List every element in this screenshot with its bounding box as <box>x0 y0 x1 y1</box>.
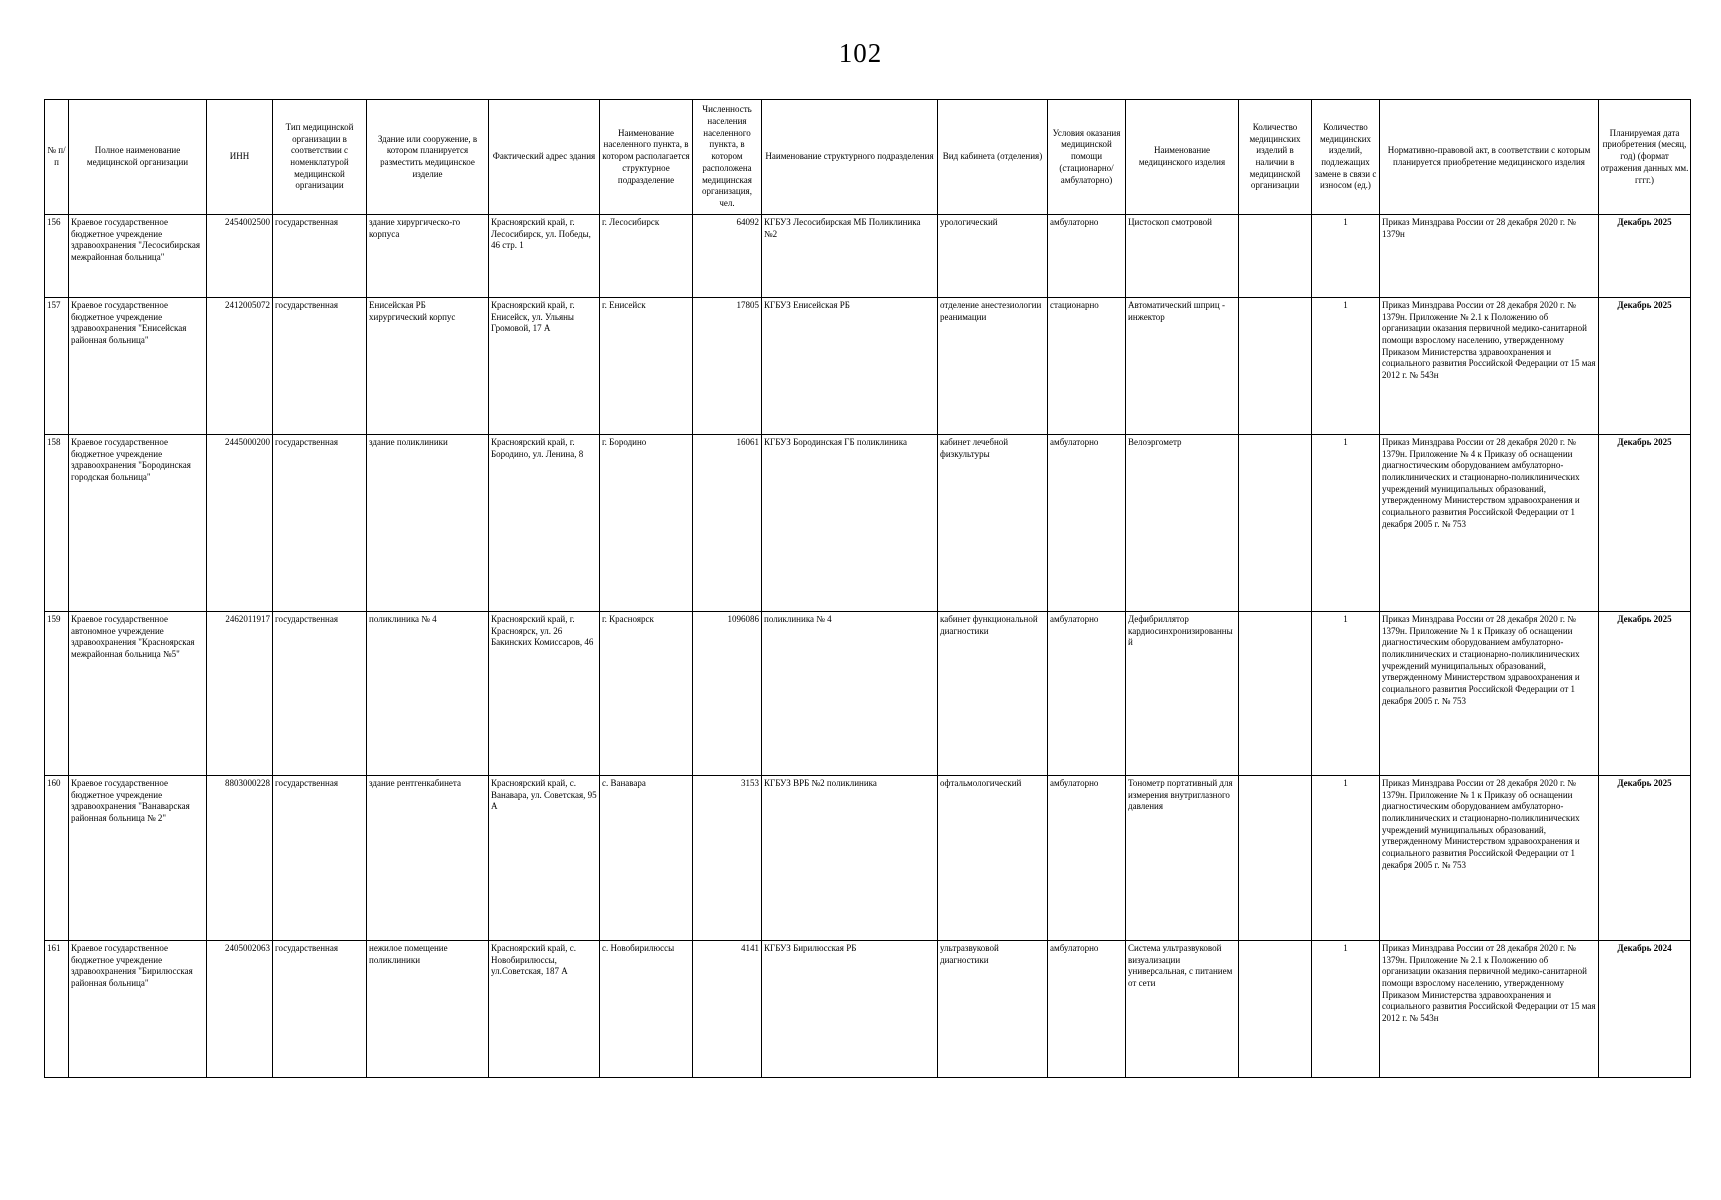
cell-device: Автоматический шприц - инжектор <box>1126 298 1239 435</box>
table-header-row <box>45 100 1691 215</box>
cell-cabinet: офтальмологический <box>938 776 1048 941</box>
cell-building: Енисейская РБ хирургический корпус <box>367 298 489 435</box>
cell-population: 4141 <box>693 941 762 1078</box>
cell-address: Красноярский край, г. Бородино, ул. Ленина, 8 <box>489 435 600 612</box>
cell-num: 160 <box>45 776 69 941</box>
cell-cabinet: ультразвуковой диагностики <box>938 941 1048 1078</box>
cell-act: Приказ Минздрава России от 28 декабря 2020 г. № 1379н. Приложение № 4 к Приказу об оснащении диагностическим оборудованием амбулаторно-поликлинических и стационарно-поликлинических учреждений муниципальных образований, утвержденному Министерством здравоохранения и социального развития Российской Федерации от 1 декабря 2005 г. № 753 <box>1380 435 1599 612</box>
cell-type: государственная <box>273 298 367 435</box>
cell-type: государственная <box>273 435 367 612</box>
cell-cabinet: отделение анестезиологии реанимации <box>938 298 1048 435</box>
cell-act: Приказ Минздрава России от 28 декабря 2020 г. № 1379н. Приложение № 1 к Приказу об оснащении диагностическим оборудованием амбулаторно-поликлинических и стационарно-поликлинических учреждений муниципальных образований, утвержденному Министерством здравоохранения и социального развития Российской Федерации от 1 декабря 2005 г. № 753 <box>1380 612 1599 776</box>
cell-act: Приказ Минздрава России от 28 декабря 2020 г. № 1379н. Приложение № 1 к Приказу об оснащении диагностическим оборудованием амбулаторно-поликлинических и стационарно-поликлинических учреждений муниципальных образований, утвержденному Министерством здравоохранения и социального развития Российской Федерации от 1 декабря 2005 г. № 753 <box>1380 776 1599 941</box>
cell-inn: 2405002063 <box>207 941 273 1078</box>
header-building: Здание или сооружение, в котором планируется разместить медицинское изделие <box>367 100 489 215</box>
cell-num: 159 <box>45 612 69 776</box>
cell-locality: с. Новобирилюссы <box>600 941 693 1078</box>
header-cabinet: Вид кабинета (отделения) <box>938 100 1048 215</box>
cell-address: Красноярский край, с. Ванавара, ул. Советская, 95 А <box>489 776 600 941</box>
header-date: Планируемая дата приобретения (месяц, год) (формат отражения данных мм. гггг.) <box>1599 100 1691 215</box>
header-inn: ИНН <box>207 100 273 215</box>
cell-population: 16061 <box>693 435 762 612</box>
cell-org: Краевое государственное бюджетное учреждение здравоохранения "Лесосибирская межрайонная больница" <box>69 215 207 298</box>
cell-act: Приказ Минздрава России от 28 декабря 2020 г. № 1379н. Приложение № 2.1 к Положению об организации оказания первичной медико-санитарной помощи взрослому населению, утвержденному Приказом Министерства здравоохранения и социального развития Российской Федерации от 15 мая 2012 г. № 543н <box>1380 298 1599 435</box>
cell-locality: г. Енисейск <box>600 298 693 435</box>
cell-population: 1096086 <box>693 612 762 776</box>
equipment-table <box>44 99 1691 1078</box>
cell-unit: КГБУЗ Енисейская РБ <box>762 298 938 435</box>
cell-cabinet: кабинет лечебной физкультуры <box>938 435 1048 612</box>
cell-unit: поликлиника № 4 <box>762 612 938 776</box>
cell-type: государственная <box>273 612 367 776</box>
cell-org: Краевое государственное автономное учреждение здравоохранения "Красноярская межрайонная больница №5" <box>69 612 207 776</box>
cell-inn: 8803000228 <box>207 776 273 941</box>
cell-available <box>1239 298 1312 435</box>
cell-device: Система ультразвуковой визуализации универсальная, с питанием от сети <box>1126 941 1239 1078</box>
header-act: Нормативно-правовой акт, в соответствии с которым планируется приобретение медицинского изделия <box>1380 100 1599 215</box>
cell-cabinet: кабинет функциональной диагностики <box>938 612 1048 776</box>
table-row <box>45 776 1691 941</box>
cell-date: Декабрь 2025 <box>1599 435 1691 612</box>
cell-available <box>1239 941 1312 1078</box>
cell-unit: КГБУЗ Бирилюсская РБ <box>762 941 938 1078</box>
header-num: № п/п <box>45 100 69 215</box>
cell-address: Красноярский край, г. Красноярск, ул. 26 Бакинских Комиссаров, 46 <box>489 612 600 776</box>
cell-unit: КГБУЗ Лесосибирская МБ Поликлиника №2 <box>762 215 938 298</box>
header-conditions: Условия оказания медицинской помощи (стационарно/ амбулаторно) <box>1048 100 1126 215</box>
cell-device: Тонометр портативный для измерения внутриглазного давления <box>1126 776 1239 941</box>
table-row <box>45 941 1691 1078</box>
cell-act: Приказ Минздрава России от 28 декабря 2020 г. № 1379н. Приложение № 2.1 к Положению об организации оказания первичной медико-санитарной помощи взрослому населению, утвержденному Приказом Министерства здравоохранения и социального развития Российской Федерации от 15 мая 2012 г. № 543н <box>1380 941 1599 1078</box>
cell-locality: г. Красноярск <box>600 612 693 776</box>
cell-act: Приказ Минздрава России от 28 декабря 2020 г. № 1379н <box>1380 215 1599 298</box>
cell-type: государственная <box>273 776 367 941</box>
cell-address: Красноярский край, г. Енисейск, ул. Ульяны Громовой, 17 А <box>489 298 600 435</box>
cell-inn: 2412005072 <box>207 298 273 435</box>
cell-replace: 1 <box>1312 776 1380 941</box>
cell-device: Дефибриллятор кардиосинхронизированный <box>1126 612 1239 776</box>
cell-inn: 2445000200 <box>207 435 273 612</box>
cell-population: 17805 <box>693 298 762 435</box>
header-address: Фактический адрес здания <box>489 100 600 215</box>
cell-org: Краевое государственное бюджетное учреждение здравоохранения "Енисейская районная больница" <box>69 298 207 435</box>
cell-org: Краевое государственное бюджетное учреждение здравоохранения "Бородинская городская больница" <box>69 435 207 612</box>
cell-cabinet: урологический <box>938 215 1048 298</box>
cell-available <box>1239 215 1312 298</box>
header-org: Полное наименование медицинской организации <box>69 100 207 215</box>
cell-replace: 1 <box>1312 941 1380 1078</box>
cell-date: Декабрь 2025 <box>1599 612 1691 776</box>
cell-replace: 1 <box>1312 298 1380 435</box>
cell-replace: 1 <box>1312 215 1380 298</box>
cell-inn: 2462011917 <box>207 612 273 776</box>
cell-date: Декабрь 2025 <box>1599 215 1691 298</box>
cell-building: нежилое помещение поликлиники <box>367 941 489 1078</box>
cell-available <box>1239 435 1312 612</box>
cell-conditions: амбулаторно <box>1048 215 1126 298</box>
cell-replace: 1 <box>1312 435 1380 612</box>
cell-inn: 2454002500 <box>207 215 273 298</box>
header-type: Тип медицинской организации в соответствии с номенклатурой медицинской организации <box>273 100 367 215</box>
cell-num: 157 <box>45 298 69 435</box>
cell-address: Красноярский край, г. Лесосибирск, ул. Победы, 46 стр. 1 <box>489 215 600 298</box>
table-row <box>45 435 1691 612</box>
cell-population: 3153 <box>693 776 762 941</box>
cell-type: государственная <box>273 941 367 1078</box>
cell-replace: 1 <box>1312 612 1380 776</box>
header-available: Количество медицинских изделий в наличии в медицинской организации <box>1239 100 1312 215</box>
cell-locality: с. Ванавара <box>600 776 693 941</box>
cell-available <box>1239 776 1312 941</box>
cell-conditions: амбулаторно <box>1048 941 1126 1078</box>
cell-type: государственная <box>273 215 367 298</box>
page-number: 102 <box>838 38 883 68</box>
header-locality: Наименование населенного пункта, в котором располагается структурное подразделение <box>600 100 693 215</box>
cell-locality: г. Бородино <box>600 435 693 612</box>
cell-unit: КГБУЗ Бородинская ГБ поликлиника <box>762 435 938 612</box>
table-row <box>45 215 1691 298</box>
header-replace: Количество медицинских изделий, подлежащих замене в связи с износом (ед.) <box>1312 100 1380 215</box>
cell-org: Краевое государственное бюджетное учреждение здравоохранения "Бирилюсская районная больница" <box>69 941 207 1078</box>
header-population: Численность населения населенного пункта, в котором расположена медицинская организация, чел. <box>693 100 762 215</box>
cell-date: Декабрь 2024 <box>1599 941 1691 1078</box>
table-row <box>45 298 1691 435</box>
cell-conditions: амбулаторно <box>1048 612 1126 776</box>
cell-device: Велоэргометр <box>1126 435 1239 612</box>
cell-date: Декабрь 2025 <box>1599 776 1691 941</box>
cell-org: Краевое государственное бюджетное учреждение здравоохранения "Ванаварская районная больница № 2" <box>69 776 207 941</box>
cell-building: здание рентгенкабинета <box>367 776 489 941</box>
cell-num: 158 <box>45 435 69 612</box>
cell-building: поликлиника № 4 <box>367 612 489 776</box>
cell-date: Декабрь 2025 <box>1599 298 1691 435</box>
cell-num: 161 <box>45 941 69 1078</box>
cell-address: Красноярский край, с. Новобирилюссы, ул.Советская, 187 А <box>489 941 600 1078</box>
cell-population: 64092 <box>693 215 762 298</box>
cell-conditions: амбулаторно <box>1048 776 1126 941</box>
cell-locality: г. Лесосибирск <box>600 215 693 298</box>
cell-device: Цистоскоп смотровой <box>1126 215 1239 298</box>
cell-available <box>1239 612 1312 776</box>
header-unit: Наименование структурного подразделения <box>762 100 938 215</box>
cell-building: здание хирургическо-го корпуса <box>367 215 489 298</box>
header-device: Наименование медицинского изделия <box>1126 100 1239 215</box>
cell-conditions: амбулаторно <box>1048 435 1126 612</box>
cell-unit: КГБУЗ ВРБ №2 поликлиника <box>762 776 938 941</box>
cell-conditions: стационарно <box>1048 298 1126 435</box>
cell-building: здание поликлиники <box>367 435 489 612</box>
cell-num: 156 <box>45 215 69 298</box>
table-row <box>45 612 1691 776</box>
